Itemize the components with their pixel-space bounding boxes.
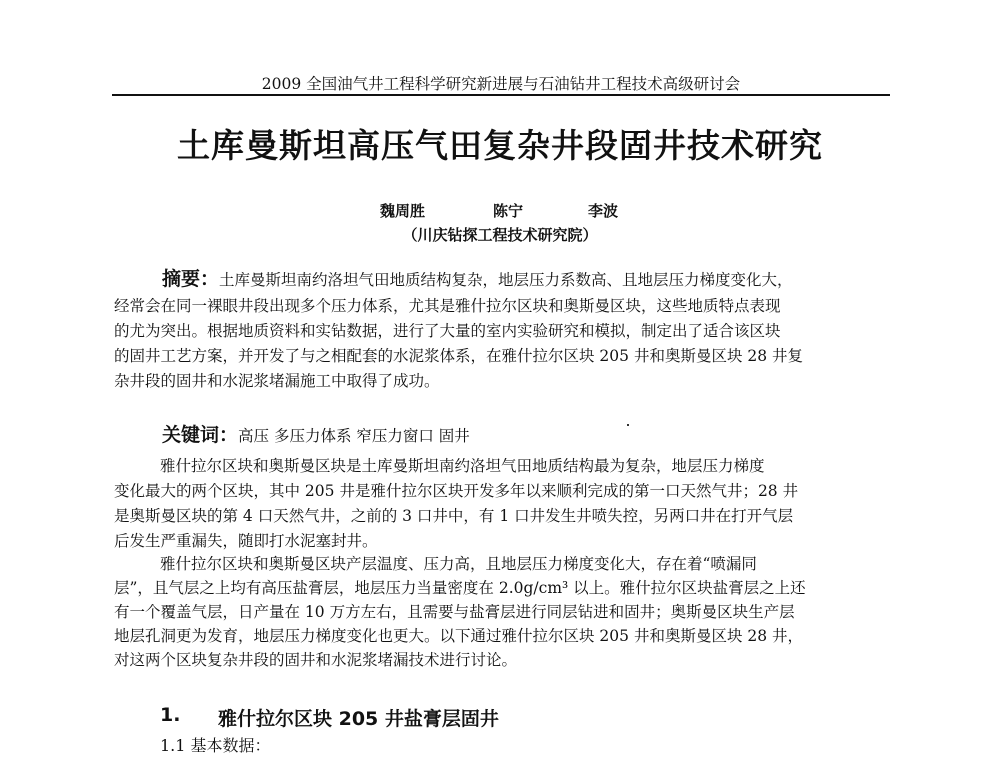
author-name: 李波 [588, 202, 619, 220]
body-line: 层”，且气层之上均有高压盐膏层，地层压力当量密度在 2.0g/cm³ 以上。雅什拉尔区块盐膏层之上还 [114, 579, 806, 597]
body-line: 对这两个区块复杂井段的固井和水泥浆堵漏技术进行讨论。 [114, 651, 518, 669]
keywords-text: 高压 多压力体系 窄压力窗口 固井 [238, 427, 470, 445]
body-line: 变化最大的两个区块，其中 205 井是雅什拉尔区块开发多年以来顺利完成的第一口天然气井；28 井 [114, 482, 799, 500]
subsection-heading: 1.1 基本数据： [160, 736, 271, 755]
header-rule [112, 94, 890, 96]
conference-title: 2009 全国油气井工程科学研究新进展与石油钻井工程技术高级研讨会 [261, 75, 741, 93]
abstract-line: 的固井工艺方案，并开发了与之相配套的水泥浆体系，在雅什拉尔区块 205 井和奥斯曼区块 28 井复 [114, 347, 804, 365]
abstract-line: 杂井段的固井和水泥浆堵漏施工中取得了成功。 [114, 372, 440, 390]
body-line: 雅什拉尔区块和奥斯曼区块是土库曼斯坦南约洛坦气田地质结构最为复杂，地层压力梯度 [160, 457, 765, 475]
abstract-text: 土库曼斯坦南约洛坦气田地质结构复杂，地层压力系数高、且地层压力梯度变化大， [219, 271, 793, 289]
body-line: 地层孔洞更为发育，地层压力梯度变化也更大。以下通过雅什拉尔区块 205 井和奥斯曼区块 28 井， [114, 627, 804, 645]
abstract-line: 经常会在同一裸眼井段出现多个压力体系，尤其是雅什拉尔区块和奥斯曼区块，这些地质特点表现 [114, 297, 781, 315]
body-line: 后发生严重漏失，随即打水泥塞封井。 [114, 532, 378, 550]
abstract-line [162, 268, 793, 292]
abstract-label: 摘要： [162, 268, 220, 290]
author-name: 魏周胜 [380, 202, 426, 220]
keywords-label: 关键词： [162, 424, 239, 446]
body-line: 有一个覆盖气层，日产量在 10 万方左右，且需要与盐膏层进行同层钻进和固井；奥斯曼区块生产层 [114, 603, 795, 621]
paper-title: 土库曼斯坦高压气田复杂井段固井技术研究 [177, 126, 823, 165]
abstract-line: 的尤为突出。根据地质资料和实钻数据，进行了大量的室内实验研究和模拟，制定出了适合该区块 [114, 322, 781, 340]
affiliation: （川庆钻探工程技术研究院） [402, 226, 598, 244]
body-line: 雅什拉尔区块和奥斯曼区块产层温度、压力高，且地层压力梯度变化大，存在着“喷漏同 [160, 555, 757, 573]
section-number: 1. [160, 704, 181, 726]
running-header [112, 72, 890, 98]
scan-speck [627, 424, 629, 426]
author-name: 陈宁 [493, 202, 524, 220]
body-line: 是奥斯曼区块的第 4 口天然气井，之前的 3 口井中，有 1 口井发生井喷失控，另两口井在打开气层 [114, 507, 794, 525]
keywords-line [162, 424, 470, 448]
section-title: 雅什拉尔区块 205 井盐膏层固井 [218, 708, 499, 730]
